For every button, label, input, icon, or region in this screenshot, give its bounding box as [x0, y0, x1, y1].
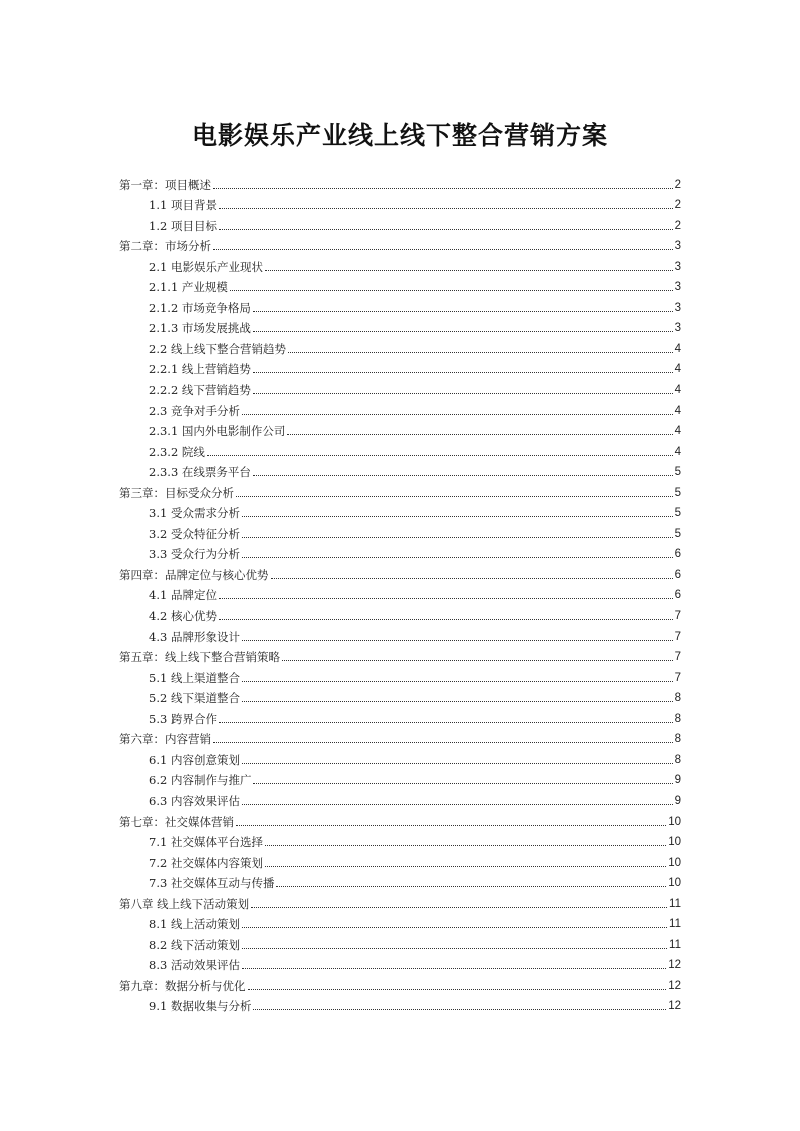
toc-entry[interactable] [119, 253, 681, 274]
toc-entry-label: 2.2 线上线下整合营销趋势 [149, 341, 286, 356]
toc-entry[interactable] [119, 274, 681, 295]
toc-entry-label: 5.3 跨界合作 [149, 711, 217, 726]
toc-leader-dots [271, 578, 673, 579]
toc-entry[interactable] [119, 767, 681, 788]
toc-page-number: 2 [674, 219, 681, 232]
toc-leader-dots [242, 804, 673, 805]
toc-entry[interactable] [119, 315, 681, 336]
toc-leader-dots [253, 393, 673, 394]
toc-entry-label: 第七章：社交媒体营销 [119, 814, 234, 829]
toc-entry-label: 6.2 内容制作与推广 [149, 773, 252, 788]
toc-page-number: 6 [674, 568, 681, 581]
toc-leader-dots [242, 968, 666, 969]
toc-leader-dots [242, 701, 673, 702]
toc-page-number: 10 [668, 836, 681, 849]
toc-leader-dots [251, 907, 667, 908]
toc-leader-dots [242, 948, 667, 949]
toc-page-number: 8 [674, 712, 681, 725]
toc-leader-dots [253, 331, 673, 332]
toc-page-number: 7 [674, 610, 681, 623]
toc-entry[interactable] [119, 705, 681, 726]
toc-page-number: 10 [668, 877, 681, 890]
toc-page-number: 5 [674, 486, 681, 499]
toc-leader-dots [207, 455, 673, 456]
toc-entry-label: 6.1 内容创意策划 [149, 752, 240, 767]
toc-leader-dots [213, 188, 673, 189]
document-title: 电影娱乐产业线上线下整合营销方案 [191, 121, 608, 150]
toc-leader-dots [219, 229, 673, 230]
toc-leader-dots [230, 290, 673, 291]
toc-entry[interactable] [119, 602, 681, 623]
toc-entry[interactable] [119, 459, 681, 480]
toc-leader-dots [265, 866, 666, 867]
toc-leader-dots [288, 352, 673, 353]
toc-entry-label: 3.3 受众行为分析 [149, 547, 240, 562]
toc-entry-label: 2.3.1 国内外电影制作公司 [149, 424, 286, 439]
toc-entry[interactable] [119, 623, 681, 644]
toc-page-number: 11 [669, 938, 681, 951]
toc-entry[interactable] [119, 418, 681, 439]
toc-page-number: 2 [674, 178, 681, 191]
toc-page-number: 4 [674, 342, 681, 355]
toc-page-number: 4 [674, 425, 681, 438]
toc-leader-dots [242, 927, 667, 928]
toc-entry-label: 第四章：品牌定位与核心优势 [119, 567, 269, 582]
toc-page-number: 12 [668, 1000, 681, 1013]
toc-entry-label: 1.2 项目目标 [149, 218, 217, 233]
toc-leader-dots [242, 557, 673, 558]
toc-entry-label: 2.1.1 产业规模 [149, 280, 228, 295]
toc-leader-dots [248, 989, 667, 990]
toc-entry-label: 5.1 线上渠道整合 [149, 670, 240, 685]
toc-entry[interactable] [119, 829, 681, 850]
toc-leader-dots [213, 742, 673, 743]
toc-page-number: 4 [674, 384, 681, 397]
toc-entry-label: 2.2.2 线下营销趋势 [149, 383, 251, 398]
toc-page-number: 8 [674, 753, 681, 766]
toc-entry[interactable] [119, 500, 681, 521]
toc-entry-label: 第八章 线上线下活动策划 [119, 896, 250, 911]
toc-entry[interactable] [119, 911, 681, 932]
toc-entry-label: 2.1.3 市场发展挑战 [149, 321, 251, 336]
toc-entry[interactable] [119, 931, 681, 952]
toc-entry[interactable] [119, 993, 681, 1014]
toc-leader-dots [253, 372, 673, 373]
toc-page-number: 8 [674, 733, 681, 746]
toc-leader-dots [219, 208, 673, 209]
toc-entry-label: 6.3 内容效果评估 [149, 793, 240, 808]
toc-entry[interactable] [119, 664, 681, 685]
toc-entry-label: 8.1 线上活动策划 [149, 917, 240, 932]
toc-entry-label: 7.1 社交媒体平台选择 [149, 835, 263, 850]
toc-leader-dots [265, 845, 666, 846]
toc-leader-dots [242, 681, 673, 682]
toc-entry[interactable] [119, 787, 681, 808]
toc-entry-label: 5.2 线下渠道整合 [149, 691, 240, 706]
toc-page-number: 3 [674, 322, 681, 335]
toc-entry[interactable] [119, 438, 681, 459]
toc-entry[interactable] [119, 171, 681, 192]
toc-page-number: 6 [674, 589, 681, 602]
toc-entry[interactable] [119, 808, 681, 829]
toc-entry[interactable] [119, 561, 681, 582]
toc-page-number: 12 [668, 959, 681, 972]
toc-entry[interactable] [119, 192, 681, 213]
toc-entry-label: 2.3 竞争对手分析 [149, 403, 240, 418]
toc-entry-label: 3.2 受众特征分析 [149, 526, 240, 541]
toc-entry[interactable] [119, 726, 681, 747]
toc-page-number: 4 [674, 363, 681, 376]
toc-entry-label: 第三章：目标受众分析 [119, 485, 234, 500]
toc-entry-label: 第一章：项目概述 [119, 177, 211, 192]
toc-page-number: 3 [674, 260, 681, 273]
toc-leader-dots [219, 598, 673, 599]
toc-entry[interactable] [119, 541, 681, 562]
toc-entry[interactable] [119, 952, 681, 973]
toc-page-number: 9 [674, 794, 681, 807]
toc-page-number: 9 [674, 774, 681, 787]
table-of-contents [119, 171, 681, 1013]
toc-page-number: 4 [674, 445, 681, 458]
toc-leader-dots [287, 434, 672, 435]
toc-entry-label: 2.1 电影娱乐产业现状 [149, 259, 263, 274]
toc-entry-label: 9.1 数据收集与分析 [149, 999, 252, 1014]
toc-leader-dots [265, 270, 673, 271]
toc-page-number: 5 [674, 507, 681, 520]
toc-entry-label: 4.2 核心优势 [149, 609, 217, 624]
toc-entry[interactable] [119, 582, 681, 603]
toc-entry-label: 2.2.1 线上营销趋势 [149, 362, 251, 377]
toc-entry-label: 7.3 社交媒体互动与传播 [149, 876, 275, 891]
toc-leader-dots [276, 886, 666, 887]
toc-page-number: 7 [674, 651, 681, 664]
toc-leader-dots [282, 660, 673, 661]
toc-entry-label: 3.1 受众需求分析 [149, 506, 240, 521]
toc-entry-label: 第五章：线上线下整合营销策略 [119, 650, 280, 665]
toc-entry-label: 8.2 线下活动策划 [149, 937, 240, 952]
toc-entry[interactable] [119, 644, 681, 665]
toc-page-number: 12 [668, 979, 681, 992]
toc-entry[interactable] [119, 685, 681, 706]
toc-page-number: 5 [674, 527, 681, 540]
toc-page-number: 10 [668, 856, 681, 869]
toc-entry[interactable] [119, 356, 681, 377]
toc-entry[interactable] [119, 233, 681, 254]
toc-leader-dots [242, 763, 673, 764]
toc-entry-label: 2.3.3 在线票务平台 [149, 465, 251, 480]
toc-page-number: 3 [674, 301, 681, 314]
toc-leader-dots [236, 825, 666, 826]
toc-entry-label: 1.1 项目背景 [149, 198, 217, 213]
toc-entry-label: 4.1 品牌定位 [149, 588, 217, 603]
toc-entry-label: 2.3.2 院线 [149, 444, 205, 459]
toc-leader-dots [253, 475, 673, 476]
toc-leader-dots [236, 496, 673, 497]
toc-page-number: 6 [674, 548, 681, 561]
toc-entry-label: 第九章：数据分析与优化 [119, 978, 246, 993]
toc-page-number: 7 [674, 671, 681, 684]
toc-entry[interactable] [119, 397, 681, 418]
toc-page-number: 5 [674, 466, 681, 479]
toc-leader-dots [242, 640, 673, 641]
toc-leader-dots [219, 619, 673, 620]
toc-entry-label: 8.3 活动效果评估 [149, 958, 240, 973]
toc-entry[interactable] [119, 746, 681, 767]
toc-entry[interactable] [119, 890, 681, 911]
toc-leader-dots [242, 414, 673, 415]
toc-leader-dots [253, 783, 672, 784]
toc-leader-dots [253, 1009, 666, 1010]
toc-leader-dots [213, 249, 673, 250]
toc-page-number: 11 [669, 897, 681, 910]
toc-leader-dots [242, 516, 673, 517]
toc-entry-label: 2.1.2 市场竞争格局 [149, 300, 251, 315]
toc-page-number: 3 [674, 240, 681, 253]
toc-entry-label: 第六章：内容营销 [119, 732, 211, 747]
toc-entry[interactable] [119, 335, 681, 356]
toc-page-number: 10 [668, 815, 681, 828]
toc-entry[interactable] [119, 520, 681, 541]
toc-entry[interactable] [119, 376, 681, 397]
toc-entry-label: 7.2 社交媒体内容策划 [149, 855, 263, 870]
toc-page-number: 4 [674, 404, 681, 417]
toc-entry[interactable] [119, 479, 681, 500]
toc-page-number: 11 [669, 918, 681, 931]
toc-leader-dots [242, 537, 673, 538]
toc-leader-dots [253, 311, 673, 312]
toc-entry-label: 4.3 品牌形象设计 [149, 629, 240, 644]
toc-entry[interactable] [119, 212, 681, 233]
toc-page-number: 8 [674, 692, 681, 705]
toc-entry[interactable] [119, 870, 681, 891]
toc-entry[interactable] [119, 972, 681, 993]
toc-entry[interactable] [119, 294, 681, 315]
toc-page-number: 7 [674, 630, 681, 643]
toc-leader-dots [219, 722, 673, 723]
toc-page-number: 3 [674, 281, 681, 294]
toc-entry-label: 第二章：市场分析 [119, 239, 211, 254]
toc-entry[interactable] [119, 849, 681, 870]
toc-page-number: 2 [674, 199, 681, 212]
